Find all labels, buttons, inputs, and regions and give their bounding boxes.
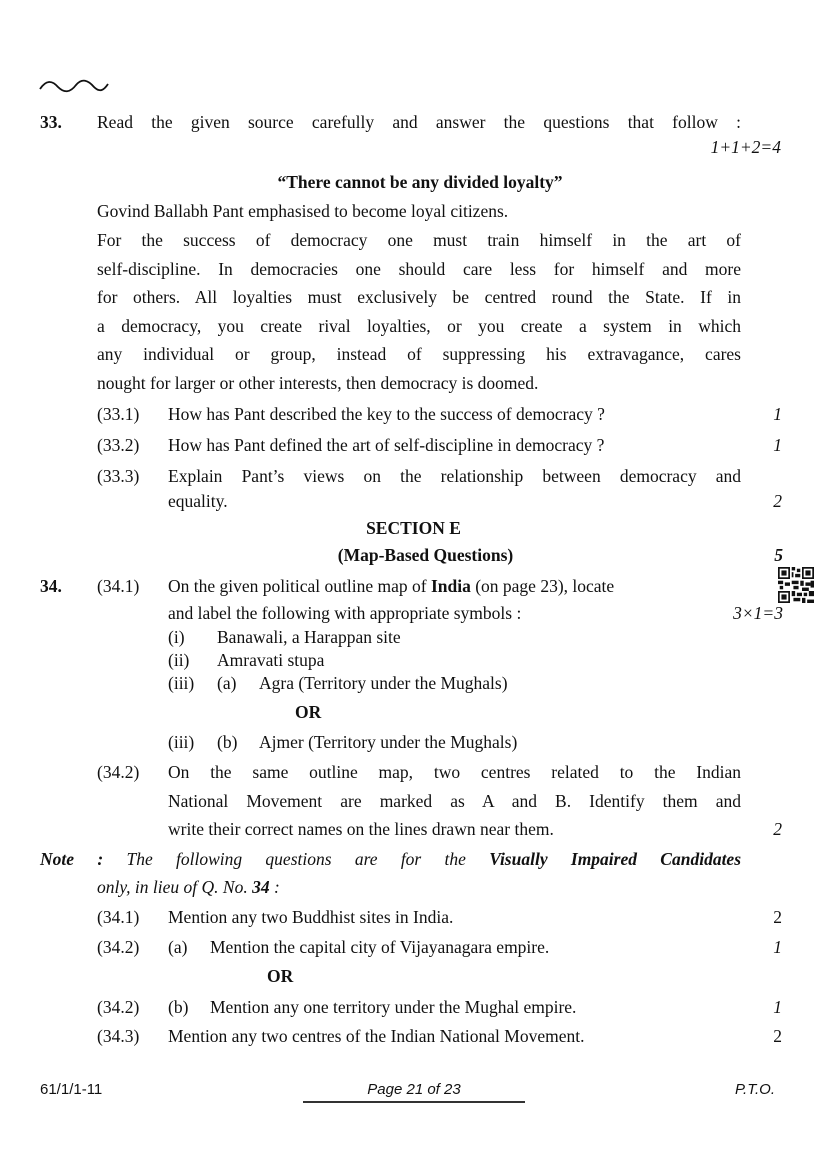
source-title: “There cannot be any divided loyalty” — [277, 172, 563, 192]
vi-question-marks: 2 — [773, 907, 782, 927]
item-number: (i) — [168, 627, 185, 647]
vi-question-text: Mention any two Buddhist sites in India. — [168, 907, 454, 927]
note-text: The following questions are for the — [126, 849, 490, 869]
item-text: Amravati stupa — [217, 650, 325, 670]
note-label: Note : — [40, 849, 104, 869]
note-bold: Visually Impaired Candidates — [489, 849, 742, 869]
vi-question-number: (34.3) — [97, 1026, 140, 1046]
vi-question-text: Mention the capital city of Vijayanagara empire. — [210, 937, 550, 957]
subquestion-marks: 1 — [773, 404, 782, 424]
tilde-wave-icon — [38, 78, 110, 94]
item-text: Ajmer (Territory under the Mughals) — [259, 732, 518, 752]
source-line: For the success of democracy one must train himself in the art of — [97, 230, 741, 250]
subquestion-text: Explain Pant’s views on the relationship between democracy and — [168, 466, 741, 486]
or-label: OR — [267, 966, 294, 986]
subquestion-number: (34.1) — [97, 576, 140, 596]
note-line2-pre: only, in lieu of Q. No. — [97, 877, 253, 897]
q34-part1-india: India — [430, 576, 471, 596]
vi-question-sub: (b) — [168, 997, 189, 1017]
or-label: OR — [295, 702, 322, 722]
q34-part2-line: write their correct names on the lines drawn near them. — [168, 819, 554, 839]
vi-question-number: (34.2) — [97, 937, 140, 957]
note-line1 — [40, 849, 741, 870]
vi-question-sub: (a) — [168, 937, 188, 957]
vi-question-number: (34.1) — [97, 907, 140, 927]
item-text: Banawali, a Harappan site — [217, 627, 401, 647]
pto-label: P.T.O. — [734, 1081, 775, 1098]
q34-part2-marks: 2 — [773, 819, 782, 839]
item-sub: (a) — [217, 673, 237, 693]
section-title: SECTION E — [366, 518, 461, 538]
section-subtitle: (Map-Based Questions) — [337, 545, 514, 565]
section-marks: 5 — [774, 545, 783, 565]
footer-underline — [303, 1101, 525, 1103]
vi-question-text: Mention any two centres of the Indian National Movement. — [168, 1026, 585, 1046]
subquestion-text-cont: equality. — [168, 491, 228, 511]
q34-part2-line: On the same outline map, two centres related to the Indian — [168, 762, 741, 782]
item-number: (iii) — [168, 673, 195, 693]
q33-prompt: Read the given source carefully and answer the questions that follow : — [97, 112, 741, 132]
source-line: any individual or group, instead of suppressing his extravagance, cares — [97, 344, 741, 364]
q34-part1-marks: 3×1=3 — [733, 603, 783, 623]
page-number: Page 21 of 23 — [367, 1081, 461, 1098]
source-line: a democracy, you create rival loyalties, or you create a system in which — [97, 316, 741, 336]
q34-part2-line: National Movement are marked as A and B. Identify them and — [168, 791, 741, 811]
source-line: self-discipline. In democracies one should care less for himself and more — [97, 259, 741, 279]
vi-question-marks: 1 — [773, 937, 782, 957]
note-line2-post: : — [269, 877, 280, 897]
vi-question-marks: 1 — [773, 997, 782, 1017]
subquestion-number: (33.3) — [97, 466, 140, 486]
note-line2-bold: 34 — [252, 877, 270, 897]
item-sub: (b) — [217, 732, 238, 752]
question-number-34: 34. — [40, 576, 62, 596]
source-intro: Govind Ballabh Pant emphasised to become loyal citizens. — [97, 201, 509, 221]
qr-code-icon — [778, 567, 814, 603]
item-number: (ii) — [168, 650, 190, 670]
note-line2 — [97, 877, 280, 898]
subquestion-number: (33.2) — [97, 435, 140, 455]
subquestion-number: (33.1) — [97, 404, 140, 424]
question-number-33: 33. — [40, 112, 62, 132]
item-text: Agra (Territory under the Mughals) — [259, 673, 508, 693]
vi-question-text: Mention any one territory under the Mughal empire. — [210, 997, 577, 1017]
vi-question-marks: 2 — [773, 1026, 782, 1046]
vi-question-number: (34.2) — [97, 997, 140, 1017]
paper-code: 61/1/1-11 — [40, 1081, 103, 1098]
q33-total-marks: 1+1+2=4 — [710, 137, 781, 157]
q34-part1-pre: On the given political outline map of — [168, 576, 431, 596]
q34-part1-post: (on page 23), locate — [470, 576, 615, 596]
subquestion-marks: 1 — [773, 435, 782, 455]
q34-part1-line2: and label the following with appropriate symbols : — [168, 603, 522, 623]
subquestion-marks: 2 — [773, 491, 782, 511]
item-number: (iii) — [168, 732, 195, 752]
subquestion-text: How has Pant defined the art of self-discipline in democracy ? — [168, 435, 605, 455]
source-line: nought for larger or other interests, then democracy is doomed. — [97, 373, 539, 393]
subquestion-number: (34.2) — [97, 762, 140, 782]
source-line: for others. All loyalties must exclusively be centred round the State. If in — [97, 287, 741, 307]
q34-part1-line1 — [168, 576, 614, 597]
subquestion-text: How has Pant described the key to the success of democracy ? — [168, 404, 605, 424]
